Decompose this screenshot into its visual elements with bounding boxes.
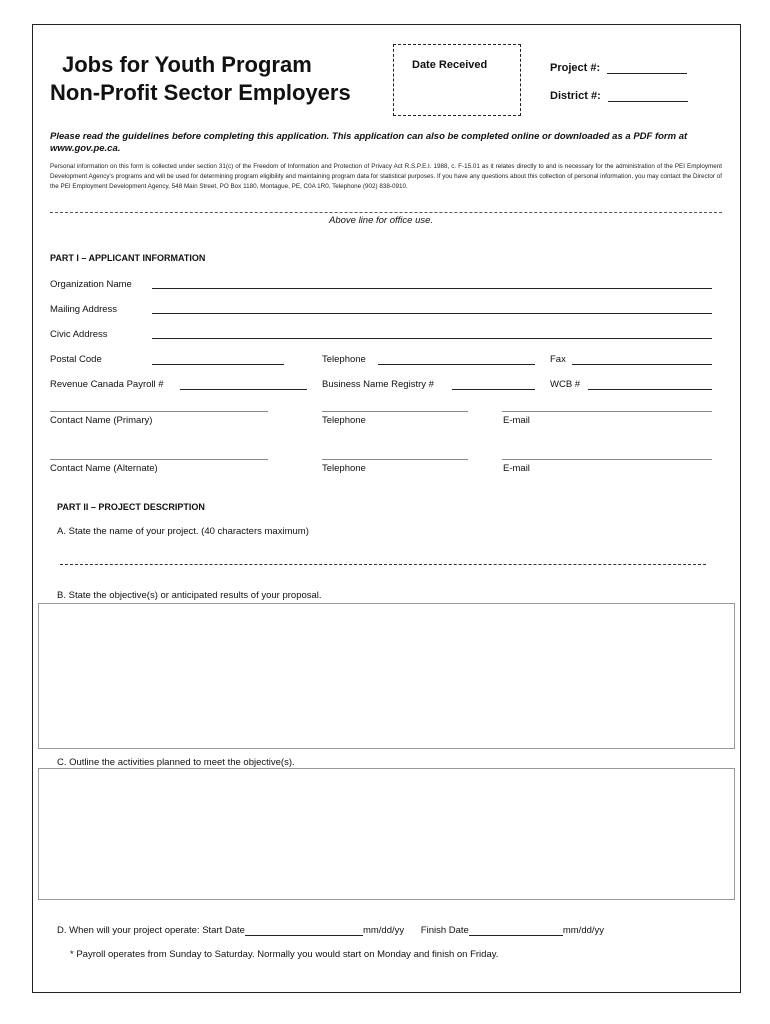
project-name-field[interactable]: [60, 564, 706, 565]
start-date-format: mm/dd/yy: [362, 925, 405, 936]
contact-primary-field[interactable]: [50, 411, 268, 412]
contact-primary-telephone-label: Telephone: [322, 415, 366, 426]
district-number-field[interactable]: [550, 90, 688, 102]
start-date-field[interactable]: [245, 935, 363, 936]
mailing-address-label: Mailing Address: [50, 304, 118, 315]
project-number-line: [607, 73, 687, 74]
office-use-divider: [50, 212, 722, 213]
wcb-label: WCB #: [550, 379, 581, 390]
date-received-box: [393, 44, 521, 116]
question-c-label: C. Outline the activities planned to meet the objective(s).: [57, 757, 295, 768]
payroll-note: * Payroll operates from Sunday to Saturday. Normally you would start on Monday and finish on Friday.: [70, 949, 499, 960]
part2-heading: PART II – PROJECT DESCRIPTION: [57, 502, 205, 512]
business-registry-field[interactable]: [452, 389, 535, 390]
contact-alternate-field[interactable]: [50, 459, 268, 460]
finish-date-label: Finish Date: [420, 925, 469, 936]
business-registry-label: Business Name Registry #: [322, 379, 434, 390]
activities-textarea[interactable]: [38, 768, 735, 900]
contact-primary-email-label: E-mail: [503, 415, 530, 426]
fax-field[interactable]: [572, 364, 712, 365]
revenue-canada-label: Revenue Canada Payroll #: [50, 379, 164, 390]
contact-alternate-email-label: E-mail: [503, 463, 530, 474]
question-d-row: [57, 925, 604, 936]
guidelines-text: Please read the guidelines before completing this application. This application can also be completed online or downloaded as a PDF form at www.gov.pe.ca.: [50, 131, 688, 154]
telephone-label: Telephone: [322, 354, 366, 365]
civic-address-field[interactable]: [152, 338, 712, 339]
contact-primary-telephone-field[interactable]: [322, 411, 468, 412]
fax-label: Fax: [550, 354, 566, 365]
organization-name-field[interactable]: [152, 288, 712, 289]
finish-date-field[interactable]: [469, 935, 563, 936]
objectives-textarea[interactable]: [38, 603, 735, 749]
postal-code-field[interactable]: [152, 364, 284, 365]
date-received-label: Date Received: [412, 59, 488, 71]
contact-primary-email-field[interactable]: [502, 411, 712, 412]
form-title-line1: Jobs for Youth Program: [62, 52, 312, 77]
question-d-label: D. When will your project operate: Start Date: [57, 925, 245, 936]
privacy-notice: Personal information on this form is collected under section 31(c) of the Freedom of Information and Protection of Privacy Act R.S.P.E.I. 1988, c. F-15.01 as it relates directly to and is necessary for the administration of the PEI Employment Development Agency's programs and will be used for determining program eligibility and maintaining program data for statistical purposes. If you have any questions about this collection of personal information, you may contact the Director of the PEI Employment Development Agency, 548 Main Street, PO Box 1180, Montague, PE, C0A 1R0, Telephone (902) 838-0910.: [50, 163, 722, 190]
office-use-label: Above line for office use.: [329, 215, 434, 226]
contact-alternate-telephone-field[interactable]: [322, 459, 468, 460]
project-number-field[interactable]: [550, 62, 687, 74]
contact-primary-label: Contact Name (Primary): [50, 415, 153, 426]
wcb-field[interactable]: [588, 389, 712, 390]
part1-heading: PART I – APPLICANT INFORMATION: [50, 253, 206, 263]
form-title-line2: Non-Profit Sector Employers: [50, 80, 351, 105]
question-b-label: B. State the objective(s) or anticipated results of your proposal.: [57, 590, 322, 601]
district-number-line: [608, 101, 688, 102]
contact-alternate-label: Contact Name (Alternate): [50, 463, 158, 474]
organization-name-label: Organization Name: [50, 279, 132, 290]
contact-alternate-telephone-label: Telephone: [322, 463, 366, 474]
telephone-field[interactable]: [378, 364, 535, 365]
revenue-canada-field[interactable]: [180, 389, 307, 390]
mailing-address-field[interactable]: [152, 313, 712, 314]
district-number-label: District #:: [550, 90, 601, 102]
question-a-label: A. State the name of your project. (40 characters maximum): [57, 526, 309, 537]
finish-date-format: mm/dd/yy: [562, 925, 605, 936]
contact-alternate-email-field[interactable]: [502, 459, 712, 460]
postal-code-label: Postal Code: [50, 354, 102, 365]
civic-address-label: Civic Address: [50, 329, 108, 340]
project-number-label: Project #:: [550, 62, 601, 74]
